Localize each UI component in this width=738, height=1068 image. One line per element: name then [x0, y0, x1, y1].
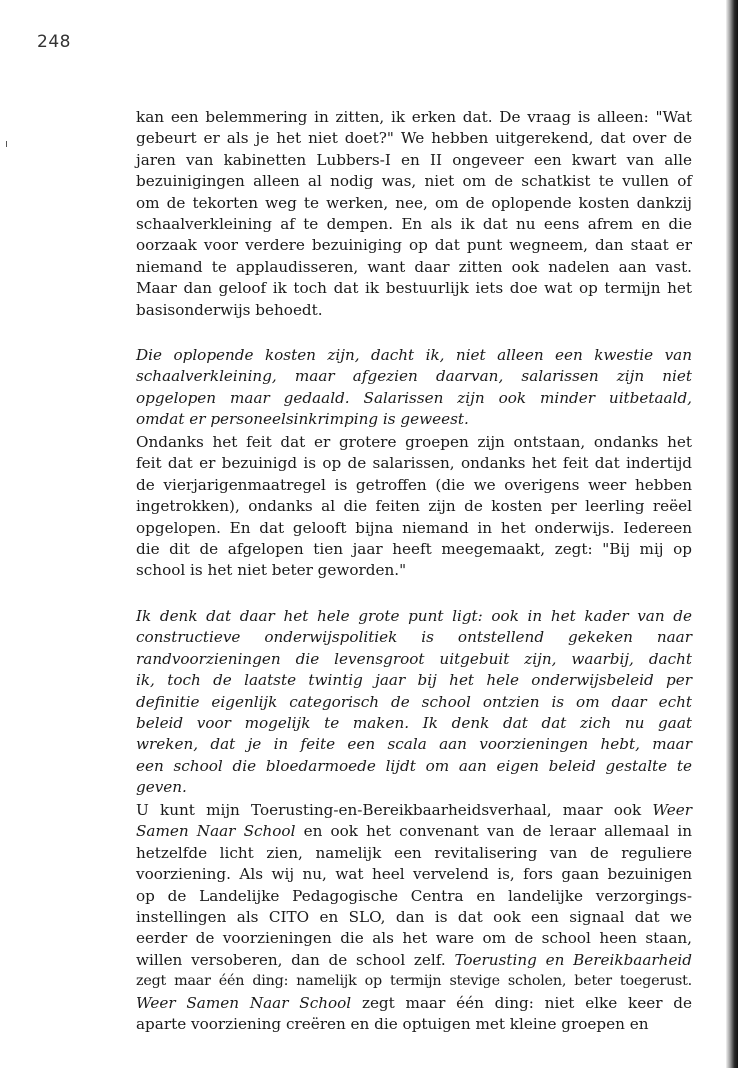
text-segment: instellingen als CITO en SLO, dan is dat ook een signaal dat we: [136, 908, 692, 927]
text-line: [136, 928, 692, 949]
italic-title-segment: Weer: [652, 801, 692, 819]
text-line: [136, 950, 692, 971]
text-line: [136, 907, 692, 928]
paragraph-question-2: [136, 606, 692, 799]
text-line: [136, 971, 692, 992]
italic-title-segment: Toerusting en Bereikbaarheid: [454, 950, 693, 969]
paragraph-answer-1: [136, 107, 692, 321]
text-line: randvoorzieningen die levensgroot uitgebuit zijn, waarbij, dacht: [136, 649, 692, 668]
text-line: Ik denk dat daar het hele grote punt ligt: ook in het kader van de: [136, 607, 692, 625]
text-segment: eerder de voorzieningen die als het ware om de school heen staan,: [136, 929, 692, 948]
text-line: Die oplopende kosten zijn, dacht ik, niet alleen een kwestie van: [136, 346, 692, 364]
text-line: bezuinigingen alleen al nodig was, niet om de schatkist te vullen of: [136, 172, 692, 191]
italic-title-segment: Samen Naar School: [136, 822, 296, 841]
text-line: Ondanks het feit dat er grotere groepen zijn ontstaan, ondanks het: [136, 433, 692, 451]
text-segment: U kunt mijn Toerusting-en-Bereikbaarheidsverhaal, maar ook: [136, 801, 653, 819]
text-line: de vierjarigenmaatregel is getroffen (die we overigens weer hebben: [136, 475, 692, 494]
text-line: niemand te applaudisseren, want daar zitten ook nadelen aan vast.: [136, 257, 692, 276]
text-line: [136, 821, 692, 842]
text-line: [136, 800, 692, 821]
text-line: kan een belemmering in zitten, ik erken dat. De vraag is alleen: "Wat: [136, 108, 692, 126]
text-line: [136, 843, 692, 864]
text-line: [136, 864, 692, 885]
text-line: school is het niet beter geworden.": [136, 561, 407, 580]
text-line: oorzaak voor verdere bezuiniging op dat punt wegneem, dan staat er: [136, 236, 692, 255]
page-edge-shadow: [726, 0, 738, 1068]
margin-mark: [6, 141, 7, 147]
text-line: ik, toch de laatste twintig jaar bij het hele onderwijsbeleid per: [136, 671, 692, 690]
text-line: basisonderwijs behoedt.: [136, 300, 323, 319]
text-segment: hetzelfde licht zien, namelijk een revitalisering van de reguliere: [136, 843, 692, 862]
text-line: omdat er personeelsinkrimping is geweest.: [136, 410, 469, 429]
text-line: gebeurt er als je het niet doet?" We hebben uitgerekend, dat over de: [136, 129, 692, 148]
text-line: constructieve onderwijspolitiek is ontstellend gekeken naar: [136, 628, 692, 647]
text-line: om de tekorten weg te werken, nee, om de oplopende kosten dankzij: [136, 193, 692, 212]
paragraph-answer-2: [136, 432, 692, 582]
text-line: opgelopen. En dat gelooft bijna niemand in het onderwijs. Iedereen: [136, 518, 692, 537]
text-line: wreken, dat je in feite een scala aan voorzieningen hebt, maar: [136, 735, 692, 754]
text-line: een school die bloedarmoede lijdt om aan eigen beleid gestalte te: [136, 756, 692, 775]
text-line: geven.: [136, 778, 187, 797]
text-segment: willen versoberen, dan de school zelf.: [136, 950, 455, 969]
text-segment: op de Landelijke Pedagogische Centra en landelijke verzorgings-: [136, 886, 692, 905]
text-segment: en ook het convenant van de leraar allemaal in: [295, 822, 693, 841]
text-line: die dit de afgelopen tien jaar heeft meegemaakt, zegt: "Bij mij op: [136, 540, 692, 559]
text-line: Maar dan geloof ik toch dat ik bestuurlijk iets doe wat op termijn het: [136, 279, 692, 298]
text-segment: voorziening. Als wij nu, wat heel vervelend is, fors gaan bezuinigen: [136, 865, 692, 884]
text-line: feit dat er bezuinigd is op de salarissen, ondanks het feit dat indertijd: [136, 454, 692, 473]
paragraph-question-1: [136, 345, 692, 431]
page-number: 248: [37, 32, 71, 52]
text-segment: zegt maar één ding: namelijk op termijn stevige scholen, beter toegerust.: [136, 973, 692, 990]
text-line: jaren van kabinetten Lubbers-I en II ongeveer een kwart van alle: [136, 150, 692, 169]
text-line: schaalverkleining, maar afgezien daarvan, salarissen zijn niet: [136, 367, 692, 386]
text-segment: aparte voorziening creëren en die optuigen met kleine groepen en: [136, 1015, 649, 1034]
text-line: [136, 1014, 692, 1035]
text-line: beleid voor mogelijk te maken. Ik denk dat dat zich nu gaat: [136, 714, 692, 733]
text-line: [136, 993, 692, 1014]
paragraph-answer-3: [136, 800, 692, 1035]
italic-title-segment: Weer Samen Naar School: [136, 993, 352, 1012]
text-line: [136, 886, 692, 907]
text-line: ingetrokken), ondanks al die feiten zijn de kosten per leerling reëel: [136, 497, 692, 516]
text-line: opgelopen maar gedaald. Salarissen zijn ook minder uitbetaald,: [136, 388, 692, 407]
text-segment: zegt maar één ding: niet elke keer de: [351, 993, 692, 1012]
text-line: definitie eigenlijk categorisch de school ontzien is om daar echt: [136, 692, 692, 711]
text-line: schaalverkleining af te dempen. En als ik dat nu eens afrem en die: [136, 215, 692, 234]
